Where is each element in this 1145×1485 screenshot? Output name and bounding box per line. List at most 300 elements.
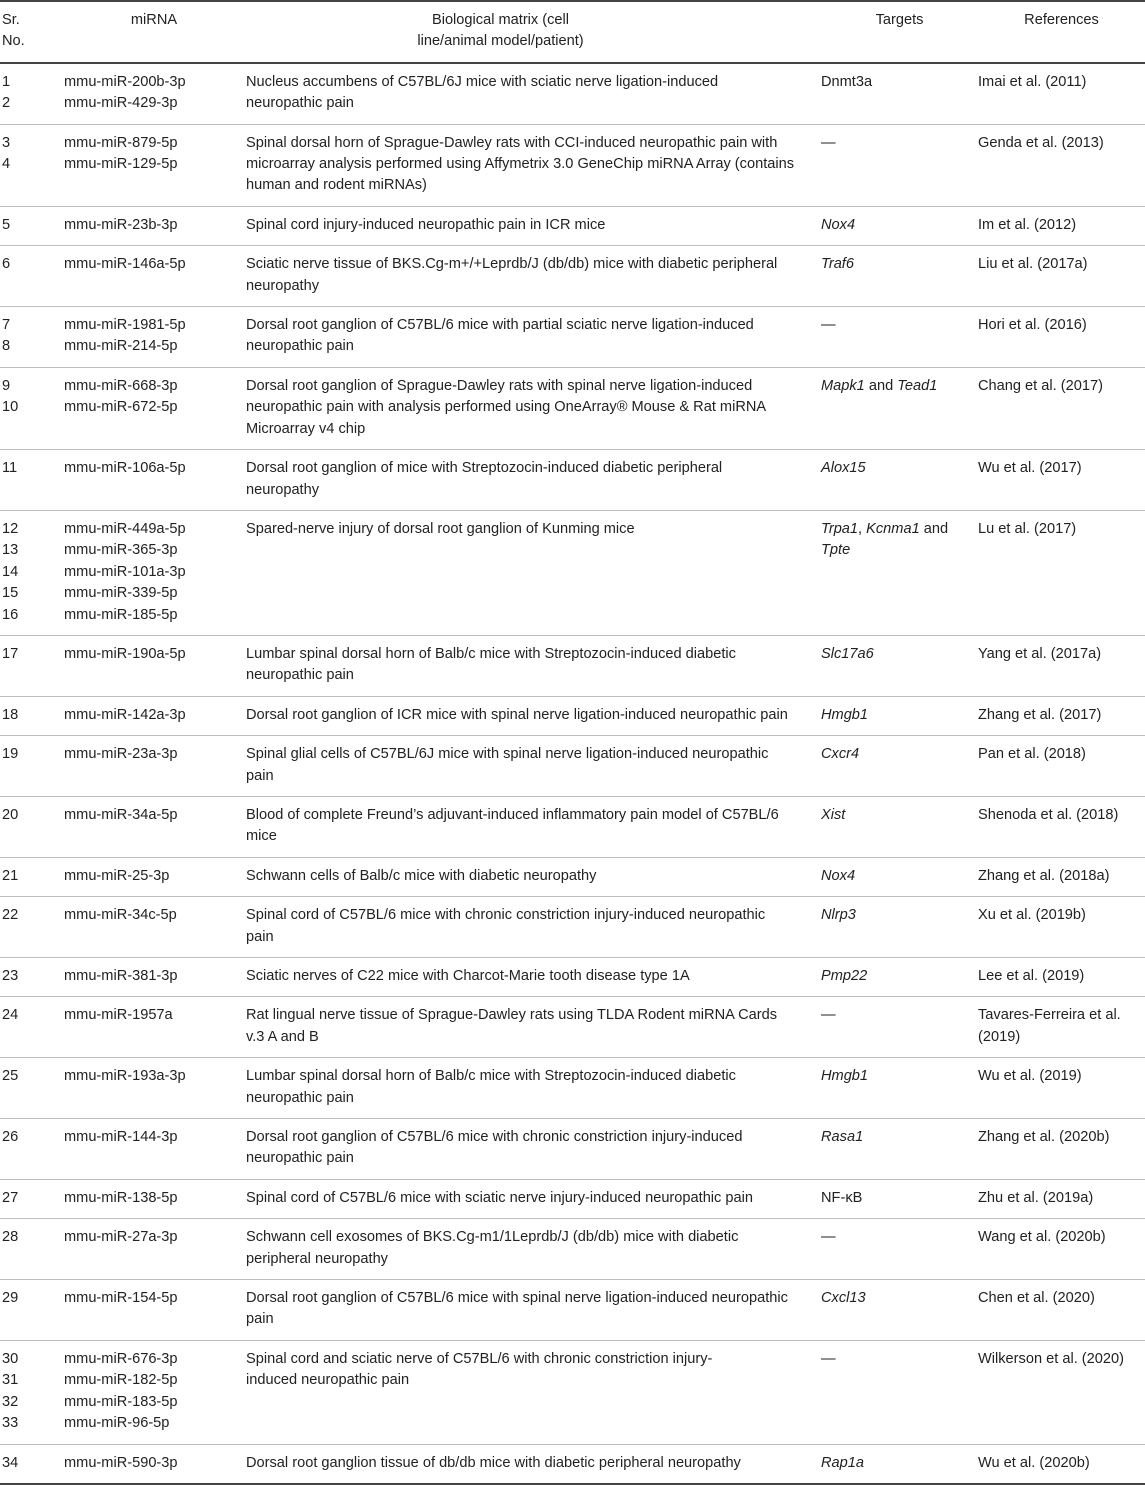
sr-no-cell (0, 796, 62, 857)
biological-matrix-line: pain (246, 767, 274, 784)
targets-line (821, 705, 972, 726)
mirna-cell (62, 1280, 246, 1341)
table-row (0, 696, 1145, 735)
sr-no: 16 (2, 606, 19, 623)
table-row (0, 635, 1145, 696)
sr-no: 14 (2, 563, 19, 580)
sr-no-cell (0, 1340, 62, 1444)
mirna-cell (62, 367, 246, 449)
targets-line (821, 1349, 972, 1370)
reference-cell (978, 367, 1145, 449)
biological-matrix-cell (246, 1280, 821, 1341)
biological-matrix-cell (246, 63, 821, 124)
sr-no: 31 (2, 1372, 19, 1389)
reference-text: Zhang et al. (2020b) (978, 1129, 1110, 1146)
targets-cell (821, 450, 978, 511)
header-sr-no (0, 1, 62, 63)
reference-cell (978, 307, 1145, 368)
header-sr-no-line1: Sr. (2, 12, 20, 28)
table-row (0, 510, 1145, 635)
sr-no-cell (0, 1179, 62, 1218)
mirna-cell (62, 246, 246, 307)
reference-text: Zhang et al. (2017) (978, 706, 1102, 723)
table-row (0, 857, 1145, 896)
sr-no-cell (0, 857, 62, 896)
target-gene: Nox4 (821, 216, 856, 233)
targets-line (821, 1227, 972, 1248)
targets-line (821, 315, 972, 336)
table-row (0, 450, 1145, 511)
reference-text: Imai et al. (2011) (978, 73, 1087, 90)
table-row (0, 246, 1145, 307)
table-row (0, 897, 1145, 958)
biological-matrix-cell (246, 736, 821, 797)
sr-no: 12 (2, 520, 19, 537)
header-references (978, 1, 1145, 63)
biological-matrix-line: Rat lingual nerve tissue of Sprague-Dawley rats using TLDA Rodent miRNA Cards (246, 1007, 778, 1024)
reference-cell (978, 510, 1145, 635)
sr-no-cell (0, 63, 62, 124)
reference-text: Chang et al. (2017) (978, 377, 1103, 394)
biological-matrix-line: human and rodent miRNAs) (246, 177, 427, 194)
biological-matrix-line: neuropathy (246, 481, 320, 498)
reference-cell (978, 696, 1145, 735)
targets-line (821, 254, 972, 275)
targets-cell (821, 206, 978, 245)
biological-matrix-line: neuropathic pain (246, 1089, 354, 1106)
targets-line (821, 519, 972, 540)
table-row (0, 1219, 1145, 1280)
target-text: NF-κB (821, 1189, 863, 1206)
target-text: — (821, 1007, 836, 1024)
mirna-name: mmu-miR-590-3p (64, 1454, 178, 1471)
reference-text: Pan et al. (2018) (978, 746, 1086, 763)
mirna-name: mmu-miR-142a-3p (64, 706, 186, 723)
mirna-name: mmu-miR-138-5p (64, 1189, 178, 1206)
target-gene: Kcnma1 (866, 520, 920, 537)
biological-matrix-line: neuropathic pain with analysis performed using OneArray® Mouse & Rat miRNA (246, 399, 767, 416)
sr-no: 10 (2, 399, 19, 416)
mirna-name: mmu-miR-34c-5p (64, 907, 177, 924)
sr-no-cell (0, 450, 62, 511)
reference-cell (978, 206, 1145, 245)
biological-matrix-line: Dorsal root ganglion of mice with Streptozocin-induced diabetic peripheral (246, 460, 723, 477)
reference-cell (978, 63, 1145, 124)
targets-cell (821, 124, 978, 206)
mirna-name: mmu-miR-672-5p (64, 399, 178, 416)
sr-no: 9 (2, 377, 11, 394)
reference-cell (978, 1179, 1145, 1218)
reference-text: Im et al. (2012) (978, 216, 1077, 233)
target-gene: Hmgb1 (821, 706, 869, 723)
target-gene: Tead1 (897, 377, 938, 394)
targets-cell (821, 796, 978, 857)
targets-cell (821, 63, 978, 124)
sr-no-cell (0, 1058, 62, 1119)
mirna-cell (62, 206, 246, 245)
target-text: — (821, 317, 836, 334)
mirna-name: mmu-miR-106a-5p (64, 460, 186, 477)
table-row (0, 367, 1145, 449)
sr-no: 3 (2, 134, 11, 151)
reference-text: Liu et al. (2017a) (978, 256, 1088, 273)
biological-matrix-line: pain (246, 1311, 274, 1328)
mirna-name: mmu-miR-1981-5p (64, 317, 186, 334)
reference-text: Lee et al. (2019) (978, 968, 1085, 984)
biological-matrix-line: Dorsal root ganglion of Sprague-Dawley rats with spinal nerve ligation-induced (246, 377, 753, 394)
biological-matrix-cell (246, 696, 821, 735)
reference-cell (978, 1280, 1145, 1341)
targets-cell (821, 1179, 978, 1218)
biological-matrix-line: v.3 A and B (246, 1028, 319, 1045)
table-row (0, 1119, 1145, 1180)
biological-matrix-line: Schwann cells of Balb/c mice with diabetic neuropathy (246, 867, 597, 884)
sr-no-cell (0, 1219, 62, 1280)
reference-text: Zhang et al. (2018a) (978, 867, 1110, 884)
table-row (0, 1444, 1145, 1484)
target-text: — (821, 1350, 836, 1367)
reference-cell (978, 1219, 1145, 1280)
reference-text: Tavares-Ferreira et al. (978, 1007, 1121, 1024)
sr-no-cell (0, 997, 62, 1058)
reference-text: Lu et al. (2017) (978, 520, 1077, 537)
targets-cell (821, 997, 978, 1058)
reference-cell (978, 1340, 1145, 1444)
sr-no: 20 (2, 806, 19, 823)
mirna-name: mmu-miR-214-5p (64, 338, 178, 355)
targets-line (821, 1066, 972, 1087)
sr-no-cell (0, 696, 62, 735)
biological-matrix-cell (246, 510, 821, 635)
targets-cell (821, 857, 978, 896)
sr-no: 21 (2, 867, 19, 884)
biological-matrix-cell (246, 857, 821, 896)
table-row (0, 63, 1145, 124)
biological-matrix-cell (246, 450, 821, 511)
mirna-name: mmu-miR-25-3p (64, 867, 170, 884)
mirna-name: mmu-miR-429-3p (64, 95, 178, 112)
biological-matrix-line: Schwann cell exosomes of BKS.Cg-m1/1Leprdb/J (db/db) mice with diabetic (246, 1229, 739, 1246)
biological-matrix-line: peripheral neuropathy (246, 1250, 388, 1267)
targets-cell (821, 1340, 978, 1444)
mirna-cell (62, 897, 246, 958)
biological-matrix-line: Blood of complete Freund’s adjuvant-induced inflammatory pain model of C57BL/6 (246, 806, 779, 823)
targets-cell (821, 1444, 978, 1484)
biological-matrix-cell (246, 1179, 821, 1218)
mirna-cell (62, 958, 246, 997)
sr-no: 34 (2, 1454, 19, 1471)
reference-cell (978, 736, 1145, 797)
biological-matrix-line: Spared-nerve injury of dorsal root ganglion of Kunming mice (246, 520, 635, 537)
sr-no: 29 (2, 1290, 19, 1307)
biological-matrix-cell (246, 796, 821, 857)
sr-no-cell (0, 635, 62, 696)
targets-line (821, 905, 972, 926)
mirna-cell (62, 736, 246, 797)
mirna-cell (62, 1340, 246, 1444)
targets-line (821, 215, 972, 236)
mirna-name: mmu-miR-879-5p (64, 134, 178, 151)
mirna-name: mmu-miR-676-3p (64, 1350, 178, 1367)
table-row (0, 796, 1145, 857)
sr-no-cell (0, 897, 62, 958)
target-gene: Mapk1 (821, 377, 865, 394)
mirna-name: mmu-miR-1957a (64, 1007, 173, 1024)
biological-matrix-line: Spinal glial cells of C57BL/6J mice with spinal nerve ligation-induced neuropathic (246, 746, 769, 763)
sr-no: 4 (2, 156, 11, 173)
biological-matrix-cell (246, 246, 821, 307)
biological-matrix-line: Microarray v4 chip (246, 420, 366, 437)
sr-no: 1 (2, 73, 11, 90)
mirna-cell (62, 63, 246, 124)
reference-cell (978, 857, 1145, 896)
target-gene: Xist (821, 806, 846, 823)
mirna-name: mmu-miR-200b-3p (64, 73, 186, 90)
reference-text: Wu et al. (2020b) (978, 1454, 1090, 1471)
mirna-name: mmu-miR-182-5p (64, 1372, 178, 1389)
biological-matrix-cell (246, 1444, 821, 1484)
sr-no: 15 (2, 585, 19, 602)
sr-no: 8 (2, 338, 11, 355)
target-gene: Hmgb1 (821, 1068, 869, 1085)
mirna-name: mmu-miR-27a-3p (64, 1229, 178, 1246)
mirna-cell (62, 124, 246, 206)
biological-matrix-line: neuropathy (246, 277, 320, 294)
table-row (0, 124, 1145, 206)
header-mirna-label: miRNA (130, 12, 178, 28)
biological-matrix-cell (246, 1058, 821, 1119)
mirna-name: mmu-miR-185-5p (64, 606, 178, 623)
sr-no-cell (0, 206, 62, 245)
sr-no: 6 (2, 256, 11, 273)
table-row (0, 1340, 1145, 1444)
biological-matrix-line: Spinal dorsal horn of Sprague-Dawley rats with CCI-induced neuropathic pain with (246, 134, 778, 151)
table-row (0, 958, 1145, 997)
biological-matrix-line: induced neuropathic pain (246, 1372, 410, 1389)
target-text: , (858, 520, 867, 537)
table-header (0, 1, 1145, 63)
targets-line (821, 133, 972, 154)
header-row (0, 1, 1145, 63)
targets-line (821, 1188, 972, 1209)
sr-no: 5 (2, 216, 11, 233)
biological-matrix-line: neuropathic pain (246, 95, 354, 112)
biological-matrix-line: Dorsal root ganglion of C57BL/6 mice with spinal nerve ligation-induced neuropathic (246, 1290, 788, 1307)
target-gene: Cxcr4 (821, 746, 860, 763)
mirna-name: mmu-miR-339-5p (64, 585, 178, 602)
reference-cell (978, 1058, 1145, 1119)
target-gene: Rasa1 (821, 1129, 864, 1146)
sr-no: 26 (2, 1129, 19, 1146)
targets-line (821, 72, 972, 93)
sr-no-cell (0, 1280, 62, 1341)
targets-line (821, 1288, 972, 1309)
sr-no: 17 (2, 645, 19, 662)
mirna-cell (62, 635, 246, 696)
sr-no-cell (0, 510, 62, 635)
header-biological-matrix (246, 1, 821, 63)
sr-no-cell (0, 367, 62, 449)
targets-line (821, 866, 972, 887)
biological-matrix-line: Spinal cord and sciatic nerve of C57BL/6 with chronic constriction injury- (246, 1350, 713, 1367)
targets-cell (821, 1058, 978, 1119)
mirna-name: mmu-miR-193a-3p (64, 1068, 186, 1085)
targets-line (821, 458, 972, 479)
reference-cell (978, 1119, 1145, 1180)
biological-matrix-line: Lumbar spinal dorsal horn of Balb/c mice with Streptozocin-induced diabetic (246, 645, 736, 662)
sr-no: 2 (2, 95, 11, 112)
reference-text: Wilkerson et al. (2020) (978, 1350, 1124, 1367)
sr-no: 28 (2, 1229, 19, 1246)
mirna-name: mmu-miR-154-5p (64, 1290, 178, 1307)
mirna-name: mmu-miR-190a-5p (64, 645, 186, 662)
sr-no-cell (0, 246, 62, 307)
targets-cell (821, 897, 978, 958)
biological-matrix-cell (246, 997, 821, 1058)
sr-no: 22 (2, 907, 19, 924)
target-text: and (864, 377, 898, 394)
table-row (0, 307, 1145, 368)
header-references-label: References (1024, 12, 1099, 28)
mirna-cell (62, 857, 246, 896)
biological-matrix-cell (246, 367, 821, 449)
mirna-cell (62, 1058, 246, 1119)
sr-no-cell (0, 124, 62, 206)
targets-cell (821, 246, 978, 307)
target-text: — (821, 1229, 836, 1246)
target-gene: Trpa1 (821, 520, 859, 537)
mirna-name: mmu-miR-144-3p (64, 1129, 178, 1146)
sr-no: 23 (2, 968, 19, 984)
header-matrix-line1: Biological matrix (cell (431, 12, 570, 28)
target-gene: Tpte (821, 542, 851, 559)
biological-matrix-line: Nucleus accumbens of C57BL/6J mice with sciatic nerve ligation-induced (246, 73, 719, 90)
target-gene: Alox15 (821, 460, 866, 477)
biological-matrix-line: neuropathic pain (246, 1150, 354, 1167)
sr-no: 13 (2, 542, 19, 559)
reference-cell (978, 450, 1145, 511)
mirna-cell (62, 796, 246, 857)
biological-matrix-line: neuropathic pain (246, 667, 354, 684)
reference-text: Zhu et al. (2019a) (978, 1189, 1094, 1206)
mirna-cell (62, 307, 246, 368)
targets-cell (821, 1119, 978, 1180)
targets-line (821, 376, 972, 397)
biological-matrix-line: neuropathic pain (246, 338, 354, 355)
sr-no: 32 (2, 1393, 19, 1410)
biological-matrix-line: pain (246, 928, 274, 945)
target-gene: Nox4 (821, 867, 856, 884)
targets-cell (821, 1219, 978, 1280)
biological-matrix-line: mice (246, 828, 277, 845)
targets-line (821, 644, 972, 665)
targets-cell (821, 736, 978, 797)
targets-line (821, 805, 972, 826)
mirna-name: mmu-miR-23b-3p (64, 216, 178, 233)
target-text: Dnmt3a (821, 73, 873, 90)
reference-text: Yang et al. (2017a) (978, 645, 1102, 662)
reference-cell (978, 958, 1145, 997)
mirna-name: mmu-miR-34a-5p (64, 806, 178, 823)
targets-line (821, 540, 972, 561)
mirna-cell (62, 450, 246, 511)
mirna-name: mmu-miR-101a-3p (64, 563, 186, 580)
targets-cell (821, 367, 978, 449)
mirna-cell (62, 997, 246, 1058)
biological-matrix-cell (246, 1340, 821, 1444)
mirna-cell (62, 510, 246, 635)
reference-cell (978, 897, 1145, 958)
targets-line (821, 1005, 972, 1026)
header-targets-label: Targets (875, 12, 924, 28)
reference-text: Wu et al. (2019) (978, 1068, 1082, 1085)
reference-text: Wang et al. (2020b) (978, 1229, 1106, 1246)
targets-line (821, 1453, 972, 1474)
mirna-name: mmu-miR-365-3p (64, 542, 178, 559)
targets-line (821, 1127, 972, 1148)
sr-no: 11 (2, 460, 18, 477)
biological-matrix-cell (246, 206, 821, 245)
sr-no: 19 (2, 746, 19, 763)
reference-text: Wu et al. (2017) (978, 460, 1082, 477)
sr-no: 24 (2, 1007, 19, 1024)
biological-matrix-cell (246, 1219, 821, 1280)
biological-matrix-line: Spinal cord of C57BL/6 mice with sciatic nerve injury-induced neuropathic pain (246, 1189, 753, 1206)
target-text: and (919, 520, 949, 537)
sr-no: 25 (2, 1068, 19, 1085)
table-row (0, 1280, 1145, 1341)
reference-cell (978, 635, 1145, 696)
sr-no-cell (0, 736, 62, 797)
biological-matrix-line: Spinal cord injury-induced neuropathic pain in ICR mice (246, 216, 606, 233)
header-mirna (62, 1, 246, 63)
target-gene: Cxcl13 (821, 1290, 866, 1307)
header-matrix-line2: line/animal model/patient) (417, 33, 584, 50)
reference-cell (978, 1444, 1145, 1484)
target-gene: Traf6 (821, 256, 854, 273)
targets-line (821, 744, 972, 765)
reference-text: Hori et al. (2016) (978, 317, 1087, 334)
reference-cell (978, 997, 1145, 1058)
biological-matrix-line: microarray analysis performed using Affymetrix 3.0 GeneChip miRNA Array (contains (246, 156, 795, 173)
mirna-name: mmu-miR-146a-5p (64, 256, 186, 273)
sr-no: 7 (2, 317, 11, 334)
biological-matrix-cell (246, 1119, 821, 1180)
mirna-name: mmu-miR-381-3p (64, 968, 178, 984)
reference-cell (978, 124, 1145, 206)
biological-matrix-cell (246, 635, 821, 696)
reference-cell (978, 246, 1145, 307)
mirna-name: mmu-miR-23a-3p (64, 746, 178, 763)
reference-text: Chen et al. (2020) (978, 1290, 1095, 1307)
targets-cell (821, 958, 978, 997)
biological-matrix-cell (246, 307, 821, 368)
reference-cell (978, 796, 1145, 857)
sr-no-cell (0, 1444, 62, 1484)
biological-matrix-line: Dorsal root ganglion tissue of db/db mice with diabetic peripheral neuropathy (246, 1454, 741, 1471)
table-row (0, 1179, 1145, 1218)
biological-matrix-line: Spinal cord of C57BL/6 mice with chronic constriction injury-induced neuropathic (246, 907, 766, 924)
table-row (0, 206, 1145, 245)
sr-no: 33 (2, 1415, 19, 1432)
target-gene: Slc17a6 (821, 645, 874, 662)
biological-matrix-line: Sciatic nerve tissue of BKS.Cg-m+/+Leprdb/J (db/db) mice with diabetic peripheral (246, 256, 778, 273)
targets-cell (821, 307, 978, 368)
mirna-cell (62, 1444, 246, 1484)
header-sr-no-line2: No. (2, 33, 25, 50)
table-body (0, 63, 1145, 1484)
reference-text: Xu et al. (2019b) (978, 907, 1086, 924)
